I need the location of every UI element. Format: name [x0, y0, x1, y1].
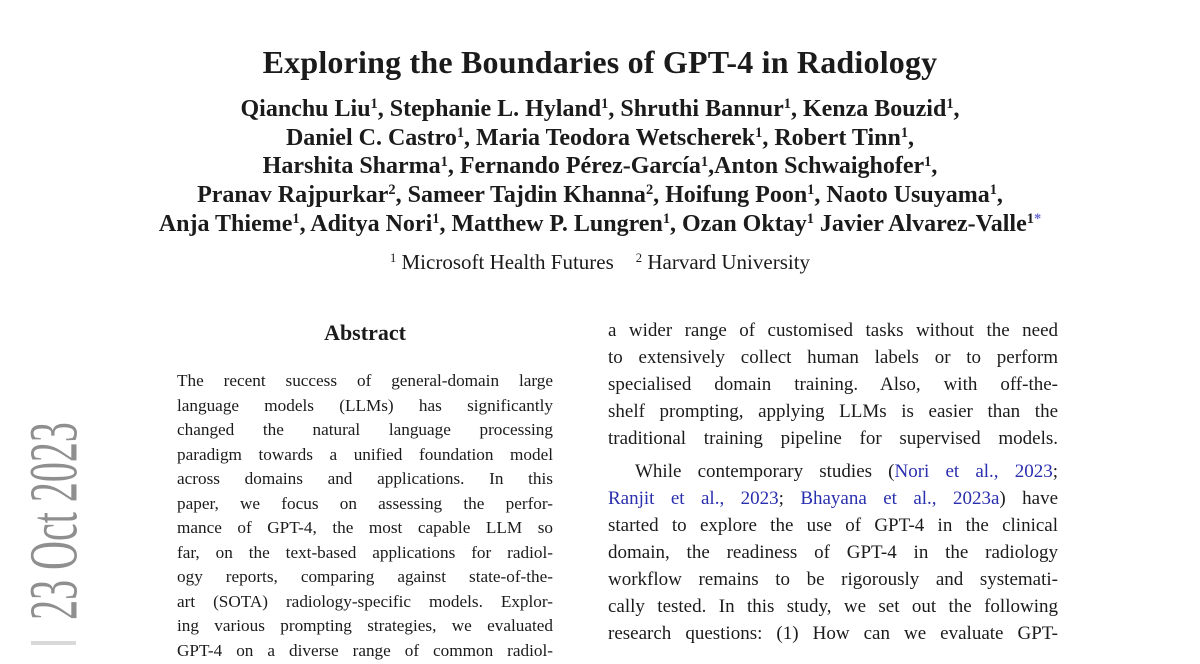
text-segment: to extensively collect human labels or to perform	[608, 347, 1058, 368]
abstract-line	[177, 394, 553, 419]
citation-link[interactable]: Bhayana et al., 2023a	[800, 488, 1000, 509]
abstract-line	[177, 443, 553, 468]
text-segment: specialised domain training. Also, with off-the-	[608, 374, 1058, 395]
text-segment: ,	[931, 153, 938, 180]
arxiv-date-watermark: 23 Oct 2023	[14, 422, 92, 620]
citation-link[interactable]: Ranjit et al., 2023	[608, 488, 779, 509]
affiliation-text-line	[0, 249, 1200, 275]
text-segment: , Matthew P. Lungren	[439, 210, 663, 237]
superscript-mark: 1	[755, 124, 763, 141]
text-segment: Anja Thieme	[158, 210, 293, 237]
superscript-mark: 1	[946, 96, 954, 113]
text-segment: research questions: (1) How can we evaluate GPT-	[608, 623, 1058, 644]
thanks-asterisk: *	[1033, 210, 1042, 227]
text-segment: art (SOTA) radiology-specific models. Explor-	[177, 591, 553, 611]
text-segment: The recent success of general-domain large	[177, 371, 553, 390]
text-segment: Javier Alvarez-Valle	[813, 210, 1027, 237]
text-segment: , Fernando Pérez-García	[447, 153, 701, 180]
text-segment: GPT-4 on a diverse range of common radiol-	[177, 641, 553, 661]
superscript-mark: 2	[388, 182, 396, 199]
intro-text-line	[608, 398, 1058, 425]
text-segment: changed the natural language processing	[177, 420, 553, 440]
author-line	[0, 181, 1200, 210]
abstract-line	[177, 541, 553, 566]
intro-paragraph-1	[608, 317, 1058, 452]
intro-text-line	[608, 371, 1058, 398]
superscript-mark: 1	[989, 182, 997, 199]
superscript-mark: 1	[370, 96, 378, 113]
intro-text-line	[608, 458, 1058, 485]
intro-text-line	[608, 593, 1058, 620]
text-segment: domain, the readiness of GPT-4 in the radiology	[608, 542, 1058, 563]
text-segment: ,	[996, 182, 1003, 209]
intro-text-line	[608, 512, 1058, 539]
intro-text-line	[608, 317, 1058, 344]
text-segment: , Kenza Bouzid	[790, 96, 947, 122]
text-segment: ;	[778, 488, 801, 509]
text-segment: Daniel C. Castro	[285, 124, 457, 151]
superscript-mark: 1	[432, 210, 440, 227]
superscript-mark: 1	[292, 210, 300, 227]
intro-text-line	[608, 566, 1058, 593]
superscript-mark: 2	[645, 182, 654, 199]
intro-text-line	[608, 344, 1058, 371]
text-segment: Qianchu Liu	[240, 96, 371, 122]
text-segment: workflow remains to be rigorously and systemati-	[608, 569, 1058, 590]
text-segment: paradigm towards a unified foundation model	[177, 444, 553, 464]
text-segment: traditional training pipeline for supervised models.	[608, 428, 1058, 449]
text-segment: , Shruthi Bannur	[608, 96, 784, 122]
abstract-line	[177, 639, 553, 664]
watermark-fragment-cutoff	[31, 641, 76, 645]
text-segment: Pranav Rajpurkar	[197, 182, 389, 209]
author-line	[0, 124, 1200, 153]
author-line	[0, 95, 1200, 124]
text-segment: , Maria Teodora Wetscherek	[464, 124, 756, 151]
abstract-line	[177, 565, 553, 590]
superscript-mark: 1	[806, 210, 814, 227]
abstract-text	[177, 369, 553, 664]
abstract-line	[177, 467, 553, 492]
paper-title: Exploring the Boundaries of GPT-4 in Radiology	[262, 44, 938, 80]
superscript-mark: 1	[700, 153, 709, 170]
intro-paragraph-2	[608, 458, 1058, 647]
abstract-line	[177, 516, 553, 541]
text-segment: mance of GPT-4, the most capable LLM so	[177, 518, 553, 538]
superscript-mark: 1	[662, 210, 671, 227]
abstract-line	[177, 614, 553, 639]
superscript-mark: 1	[456, 124, 465, 141]
superscript-mark: 2	[635, 251, 643, 266]
text-segment: paper, we focus on assessing the perfor-	[177, 493, 553, 513]
superscript-mark: 1	[783, 96, 791, 113]
citation-link[interactable]: Nori et al., 2023	[894, 461, 1053, 482]
text-segment: language models (LLMs) has significantly	[177, 395, 553, 415]
author-block	[0, 95, 1200, 239]
superscript-mark: 1	[440, 153, 448, 170]
text-segment: , Naoto Usuyama	[814, 182, 990, 209]
superscript-mark: 1	[900, 124, 909, 141]
text-segment: ,	[953, 96, 960, 122]
superscript-mark: 1	[1026, 210, 1034, 227]
intro-text-line	[608, 539, 1058, 566]
superscript-mark: 1	[807, 182, 815, 199]
text-segment: , Robert Tinn	[762, 124, 901, 151]
abstract-line	[177, 492, 553, 517]
abstract-line	[177, 418, 553, 443]
intro-text-line	[608, 425, 1058, 452]
text-segment: , Sameer Tajdin Khanna	[395, 182, 646, 209]
text-segment: While contemporary studies (	[635, 461, 895, 482]
text-segment: shelf prompting, applying LLMs is easier than the	[608, 401, 1058, 422]
text-segment: ing various prompting strategies, we evaluated	[177, 616, 553, 636]
text-segment: across domains and applications. In this	[177, 469, 553, 489]
text-segment: ;	[1052, 461, 1058, 482]
intro-text-line	[608, 485, 1058, 512]
superscript-mark: 1	[924, 153, 932, 170]
abstract-heading: Abstract	[324, 320, 406, 345]
abstract-line	[177, 590, 553, 615]
author-line	[0, 210, 1200, 239]
affiliations-line	[0, 249, 1200, 275]
text-segment: , Stephanie L. Hyland	[377, 96, 602, 122]
text-segment: cally tested. In this study, we set out the following	[608, 596, 1058, 617]
superscript-mark: 1	[601, 96, 609, 113]
text-segment: Harshita Sharma	[262, 153, 441, 180]
intro-text-line	[608, 620, 1058, 647]
text-segment: ,Anton Schwaighofer	[708, 153, 925, 180]
superscript-mark: 1	[389, 251, 397, 266]
text-segment: Microsoft Health Futures	[396, 250, 614, 274]
text-segment: started to explore the use of GPT-4 in the clinical	[608, 515, 1058, 536]
text-segment: , Aditya Nori	[299, 210, 433, 237]
text-segment: , Hoifung Poon	[653, 182, 808, 209]
text-segment: far, on the text-based applications for radiol-	[177, 542, 553, 562]
text-segment: , Ozan Oktay	[670, 210, 807, 237]
text-segment: ) have	[999, 488, 1058, 509]
text-segment: ,	[908, 124, 915, 151]
intro-column	[608, 317, 1058, 647]
text-segment: Harvard University	[642, 250, 811, 274]
text-segment: a wider range of customised tasks without the need	[608, 320, 1058, 341]
text-segment: ogy reports, comparing against state-of-the-	[177, 567, 553, 587]
author-line	[0, 152, 1200, 181]
abstract-line	[177, 369, 553, 394]
